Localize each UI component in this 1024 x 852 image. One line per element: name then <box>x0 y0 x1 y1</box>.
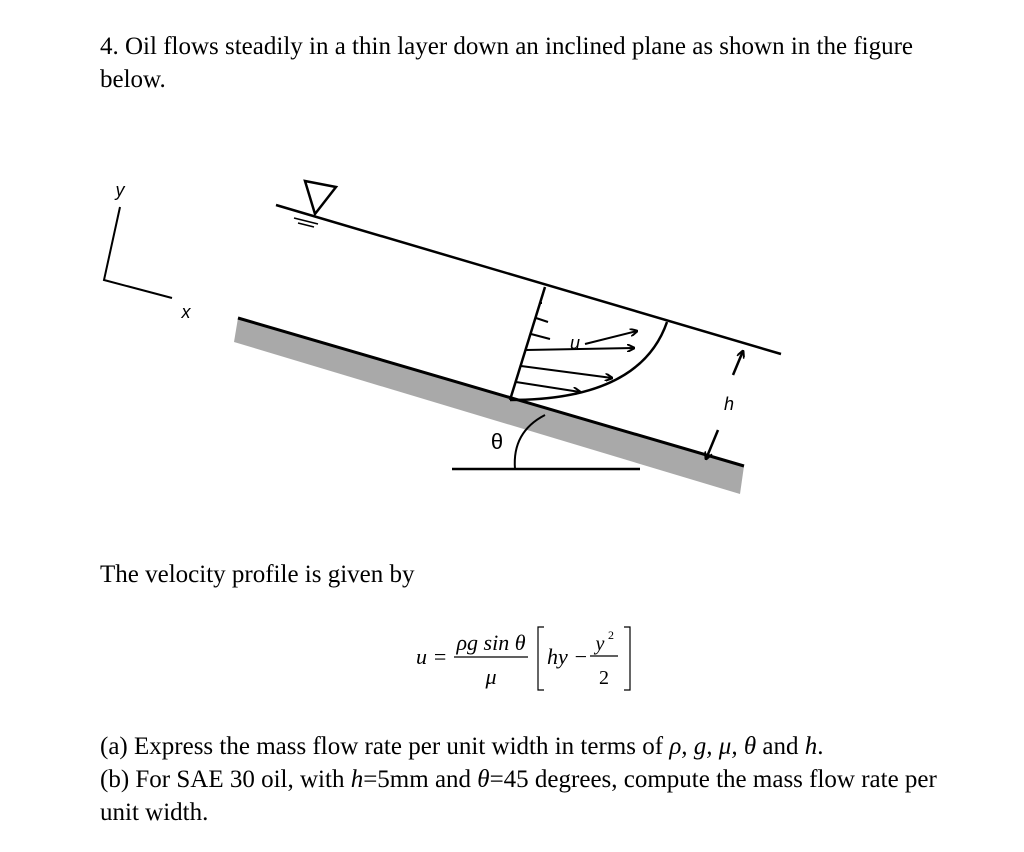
thickness-dimension <box>706 351 743 459</box>
coordinate-axes <box>104 180 192 322</box>
question-b-mid: =5mm and <box>363 766 478 793</box>
angle-label: θ <box>490 429 504 454</box>
equation-term-hy: hy − <box>547 644 589 669</box>
question-b-h: h <box>350 766 364 793</box>
thickness-arrow-up <box>733 351 743 375</box>
problem-statement: 4. Oil flows steadily in a thin layer down an inclined plane as shown in the figure below. <box>100 33 914 93</box>
thickness-arrow-down <box>706 430 718 459</box>
velocity-arrow <box>531 334 550 339</box>
equation-left-bracket <box>538 627 544 690</box>
equation-numerator: ρg sin θ <box>456 630 526 655</box>
free-surface-line <box>276 205 781 354</box>
question-b-theta: θ <box>477 766 490 793</box>
equation-right-bracket <box>624 627 630 690</box>
question-a-prefix: (a) Express the mass flow rate per unit width in terms of <box>100 733 670 760</box>
inclined-plane-figure <box>0 170 1024 510</box>
question-list <box>100 730 980 829</box>
question-a-h: h <box>804 733 818 760</box>
question-b <box>100 763 980 829</box>
velocity-arrow <box>585 331 637 344</box>
velocity-arrow <box>521 366 612 378</box>
velocity-arrow <box>516 382 580 392</box>
equation-lhs: u = <box>416 644 448 669</box>
velocity-label: u <box>569 333 581 353</box>
profile-intro: The velocity profile is given by <box>100 561 415 588</box>
question-b-suffix: =45 degrees, compute the mass flow rate per unit width. <box>100 766 937 826</box>
equation-denominator: μ <box>485 664 497 689</box>
axes-lines <box>104 207 172 298</box>
equation-term-exponent: 2 <box>608 628 614 642</box>
plane-shading <box>234 318 744 494</box>
question-b-prefix: (b) For SAE 30 oil, with <box>100 766 351 793</box>
free-surface-triangle <box>305 181 336 214</box>
question-a-and: and <box>756 733 805 760</box>
inclined-plane <box>234 318 744 494</box>
equation-term-denominator: 2 <box>599 667 609 689</box>
question-a-end: . <box>817 733 824 760</box>
velocity-profile <box>510 287 667 400</box>
equation-term-y: y <box>595 633 605 655</box>
question-a-variables: ρ, g, μ, θ <box>669 733 757 760</box>
velocity-arrow <box>536 318 548 322</box>
thickness-label: h <box>723 394 735 414</box>
question-a <box>100 730 980 763</box>
velocity-equation <box>0 610 1024 700</box>
axis-y-label: y <box>115 180 125 200</box>
axis-x-label: x <box>181 302 191 322</box>
